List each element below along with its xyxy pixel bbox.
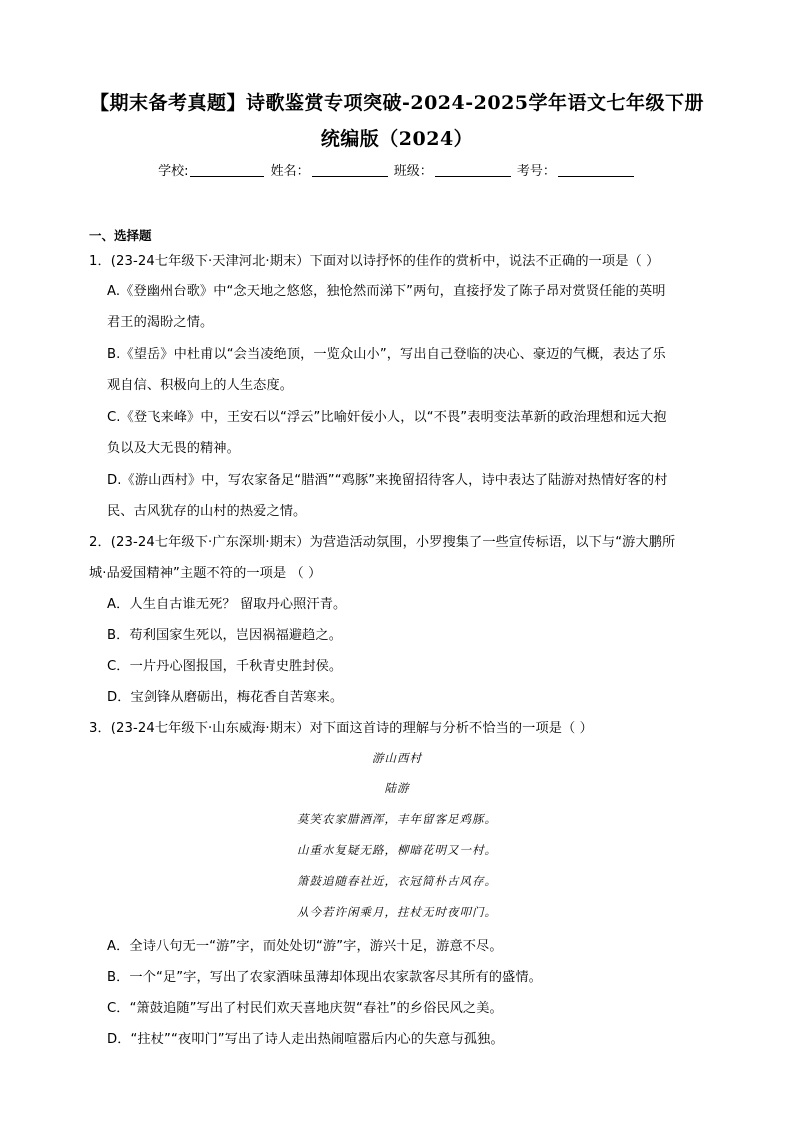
- student-info-row: [0, 160, 794, 179]
- poem-title: 游山西村: [372, 751, 422, 765]
- poem-line: 莫笑农家腊酒浑，丰年留客足鸡豚。: [297, 812, 497, 826]
- q1-option-a-line2: 君王的渴盼之情。: [107, 315, 214, 330]
- section-title: 一、选择题: [89, 228, 152, 243]
- q2-stem-line2: 城·品爱国精神”主题不符的一项是 （ ）: [89, 566, 322, 581]
- exam-no-field[interactable]: [558, 163, 634, 177]
- poem-line: 山重水复疑无路，柳暗花明又一村。: [297, 843, 497, 857]
- q2-option-a: A．人生自古谁无死？ 留取丹心照汗青。: [107, 597, 347, 612]
- class-field[interactable]: [435, 163, 511, 177]
- q1-option-c-line2: 负以及大无畏的精神。: [107, 441, 240, 456]
- poem-line: 从今若许闲乘月，拄杖无时夜叩门。: [297, 905, 497, 919]
- page-title-line1: 【期末备考真题】诗歌鉴赏专项突破-2024-2025学年语文七年级下册: [89, 92, 705, 114]
- class-label: 班级：: [393, 164, 433, 179]
- q1-option-d-line1: D.《游山西村》中，写农家备足“腊酒”“鸡豚”来挽留招待客人，诗中表达了陆游对热情好客的村: [107, 473, 668, 488]
- q1-option-a-line1: A.《登幽州台歌》中“念天地之悠悠，独怆然而涕下”两句，直接抒发了陈子昂对赏贤任能的英明: [107, 284, 666, 299]
- poem-line: 箫鼓追随春社近，衣冠简朴古风存。: [297, 874, 497, 888]
- q1-option-b-line2: 观自信、积极向上的人生态度。: [107, 378, 294, 393]
- q3-stem: 3．(23-24七年级下·山东威海·期末）对下面这首诗的理解与分析不恰当的一项是（ ）: [89, 721, 593, 736]
- q2-option-c: C．一片丹心图报国，千秋青史胜封侯。: [107, 659, 343, 674]
- q1-option-b-line1: B.《望岳》中杜甫以“会当凌绝顶，一览众山小”，写出自己登临的决心、豪迈的气概，表达了乐: [107, 347, 666, 362]
- q3-option-d: D．“拄杖”“夜叩门”写出了诗人走出热闹喧嚣后内心的失意与孤独。: [107, 1032, 504, 1047]
- q2-option-d: D．宝剑锋从磨砺出，梅花香自苦寒来。: [107, 690, 344, 705]
- q2-stem-line1: 2．(23-24七年级下·广东深圳·期末）为营造活动氛围，小罗搜集了一些宣传标语，以下与“游大鹏所: [89, 535, 676, 550]
- name-field[interactable]: [312, 163, 388, 177]
- exam-no-label: 考号：: [516, 164, 556, 179]
- q3-option-a: A．全诗八句无一“游”字，而处处切“游”字，游兴十足，游意不尽。: [107, 939, 503, 954]
- q1-stem: 1．(23-24七年级下·天津河北·期末）下面对以诗抒怀的佳作的赏析中，说法不正确的一项是（ ）: [89, 254, 660, 269]
- q3-option-b: B．一个“足”字，写出了农家酒味虽薄却体现出农家款客尽其所有的盛情。: [107, 970, 542, 985]
- school-field[interactable]: [190, 163, 264, 177]
- q1-option-c-line1: C.《登飞来峰》中，王安石以“浮云”比喻奸佞小人，以“不畏”表明变法革新的政治理想和远大抱: [107, 410, 667, 425]
- name-label: 姓名：: [270, 164, 310, 179]
- page-title-line2: 统编版（2024）: [320, 128, 474, 150]
- poem-author: 陆游: [384, 781, 410, 795]
- q1-option-d-line2: 民、古风犹存的山村的热爱之情。: [107, 504, 307, 519]
- school-label: 学校:: [158, 164, 189, 179]
- q2-option-b: B．苟利国家生死以，岂因祸福避趋之。: [107, 628, 343, 643]
- q3-option-c: C．“箫鼓追随”写出了村民们欢天喜地庆贺“春社”的乡俗民风之美。: [107, 1001, 503, 1016]
